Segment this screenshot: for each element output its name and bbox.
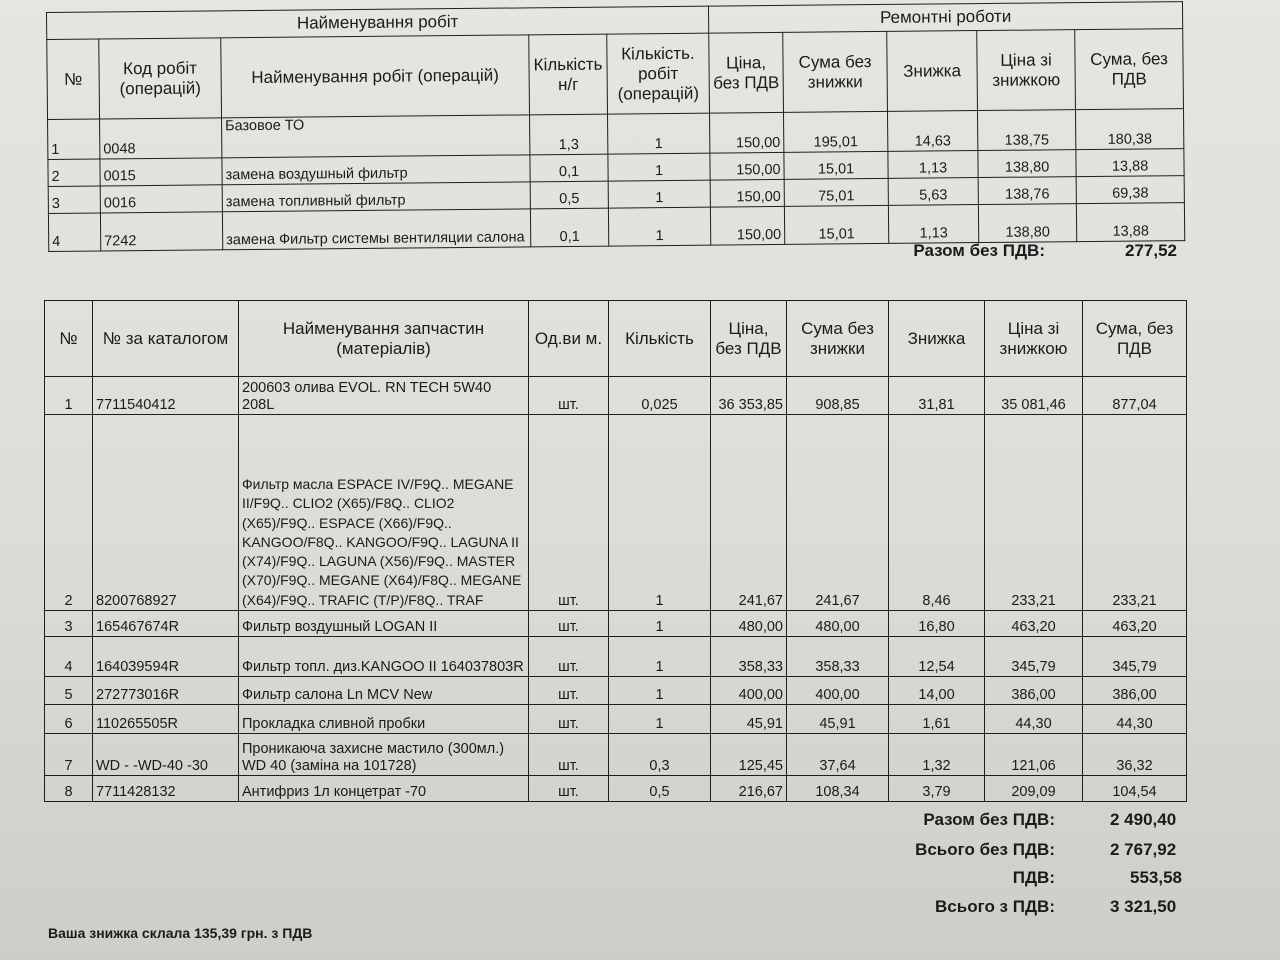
cell: Проникаюча захисне мастило (300мл.) WD 40 (заміна на 101728) <box>239 734 529 776</box>
cell: 165467674R <box>93 611 239 637</box>
cell: 150,00 <box>710 206 784 245</box>
cell: 0,1 <box>530 208 608 247</box>
cell: 209,09 <box>985 776 1083 802</box>
cell: шт. <box>529 415 609 611</box>
cell: 386,00 <box>985 677 1083 705</box>
works-total-label: Разом без ПДВ: <box>913 241 1045 260</box>
cell: Прокладка сливной пробки <box>239 705 529 734</box>
cell: 37,64 <box>787 734 889 776</box>
cell: 1,3 <box>530 114 608 155</box>
cell: шт. <box>529 377 609 415</box>
cell: 241,67 <box>787 415 889 611</box>
grand-total-with-vat-value: 3 321,50 <box>1110 897 1177 916</box>
works-col-price: Ціна, без ПДВ <box>709 32 784 113</box>
cell: 400,00 <box>787 677 889 705</box>
works-header-row <box>47 29 1184 120</box>
cell: замена топливный фильтр <box>222 182 530 212</box>
vat-label: ПДВ: <box>1012 868 1055 887</box>
cell: 272773016R <box>93 677 239 705</box>
cell: 150,00 <box>710 179 784 207</box>
cell: 150,00 <box>710 152 784 180</box>
cell: 16,80 <box>889 611 985 637</box>
works-col-total: Сума, без ПДВ <box>1075 29 1184 110</box>
cell: 4 <box>48 213 100 251</box>
parts-col-qty: Кількість <box>609 301 711 377</box>
cell: 138,75 <box>978 110 1076 151</box>
parts-col-unit: Од.ви м. <box>529 301 609 377</box>
cell: 7 <box>45 734 93 776</box>
cell: 13,88 <box>1076 203 1184 242</box>
cell: 1 <box>45 377 93 415</box>
cell: 463,20 <box>985 611 1083 637</box>
cell: шт. <box>529 677 609 705</box>
cell: 1 <box>608 153 710 181</box>
cell: 164039594R <box>93 637 239 677</box>
cell: Фильтр масла ESPACE IV/F9Q.. MEGANE II/F9Q.. CLIO2 (X65)/F8Q.. CLIO2 (X65)/F9Q.. ESPACE (X66)/F9Q.. KANGOO/F8Q.. KANGOO/F9Q.. LAGUNA II (X74)/F9Q.. LAGUNA (X56)/F9Q.. MASTER (X70)/F9Q.. MEGANE (X64)/F8Q.. MEGANE (X64)/F9Q.. TRAFIC (T/P)/F8Q.. TRAF <box>239 415 529 611</box>
parts-header-row <box>45 301 1187 377</box>
parts-col-discount: Знижка <box>889 301 985 377</box>
works-col-discount: Знижка <box>887 31 978 112</box>
works-col-code: Код робіт (операцій) <box>99 38 222 119</box>
cell: 3,79 <box>889 776 985 802</box>
cell: 1,32 <box>889 734 985 776</box>
cell: 14,00 <box>889 677 985 705</box>
cell: 0,5 <box>530 181 608 209</box>
cell: 400,00 <box>711 677 787 705</box>
cell: 14,63 <box>888 111 978 152</box>
cell: 1 <box>609 705 711 734</box>
cell: 12,54 <box>889 637 985 677</box>
cell: 463,20 <box>1083 611 1187 637</box>
cell: 877,04 <box>1083 377 1187 415</box>
table-row <box>45 611 1187 637</box>
parts-col-discounted-price: Ціна зі знижкою <box>985 301 1083 377</box>
works-col-name: Найменування робіт (операцій) <box>221 35 530 118</box>
grand-total-with-vat-label: Всього з ПДВ: <box>935 897 1055 916</box>
table-row <box>45 415 1187 611</box>
cell: 3 <box>45 611 93 637</box>
works-total-value: 277,52 <box>1125 241 1177 260</box>
parts-subtotal-value: 2 490,40 <box>1110 810 1177 829</box>
table-row <box>45 377 1187 415</box>
cell: 121,06 <box>985 734 1083 776</box>
cell: 0,1 <box>530 154 608 182</box>
works-table <box>46 1 1185 252</box>
vat-value: 553,58 <box>1130 868 1182 887</box>
cell: замена воздушный фильтр <box>222 155 530 185</box>
cell: 104,54 <box>1083 776 1187 802</box>
grand-total-no-vat-value: 2 767,92 <box>1110 840 1177 859</box>
cell: 31,81 <box>889 377 985 415</box>
cell: 7242 <box>100 212 222 251</box>
cell: 44,30 <box>985 705 1083 734</box>
cell: 13,88 <box>1076 149 1184 177</box>
cell: шт. <box>529 776 609 802</box>
cell: 6 <box>45 705 93 734</box>
cell: 138,80 <box>978 204 1076 243</box>
cell: 1 <box>609 415 711 611</box>
table-row <box>45 705 1187 734</box>
parts-col-name: Найменування запчастин (матеріалів) <box>239 301 529 377</box>
table-row <box>45 734 1187 776</box>
cell: 44,30 <box>1083 705 1187 734</box>
cell: 345,79 <box>985 637 1083 677</box>
cell: Фильтр воздушный LOGAN II <box>239 611 529 637</box>
cell: 1 <box>609 637 711 677</box>
cell: 1 <box>608 207 710 246</box>
cell: 138,80 <box>978 150 1076 178</box>
works-col-qty: Кількість. робіт (операцій) <box>607 33 710 114</box>
parts-subtotal-label: Разом без ПДВ: <box>923 810 1055 829</box>
cell: 4 <box>45 637 93 677</box>
cell: Фильтр салона Ln MCV New <box>239 677 529 705</box>
cell: 15,01 <box>784 205 888 244</box>
cell: шт. <box>529 611 609 637</box>
grand-total-no-vat-label: Всього без ПДВ: <box>915 840 1055 859</box>
cell: шт. <box>529 734 609 776</box>
works-col-sum: Сума без знижки <box>783 31 888 112</box>
parts-col-num: № <box>45 301 93 377</box>
cell: 386,00 <box>1083 677 1187 705</box>
cell: 345,79 <box>1083 637 1187 677</box>
cell: 2 <box>48 159 100 186</box>
discount-note: Ваша знижка склала 135,39 грн. з ПДВ <box>48 925 313 941</box>
works-col-hours: Кількість н/г <box>529 34 608 115</box>
cell: 8 <box>45 776 93 802</box>
cell: 358,33 <box>787 637 889 677</box>
cell: 36,32 <box>1083 734 1187 776</box>
cell: шт. <box>529 705 609 734</box>
cell: WD - -WD-40 -30 <box>93 734 239 776</box>
cell: 15,01 <box>784 151 888 179</box>
cell: 241,67 <box>711 415 787 611</box>
cell: 8,46 <box>889 415 985 611</box>
cell: 1,13 <box>888 151 978 179</box>
table-row <box>45 776 1187 802</box>
cell: 110265505R <box>93 705 239 734</box>
cell: Антифриз 1л концетрат -70 <box>239 776 529 802</box>
cell: 108,34 <box>787 776 889 802</box>
cell: 1 <box>609 677 711 705</box>
parts-col-total: Сума, без ПДВ <box>1083 301 1187 377</box>
cell: шт. <box>529 637 609 677</box>
cell: 908,85 <box>787 377 889 415</box>
parts-col-catalog: № за каталогом <box>93 301 239 377</box>
cell: 480,00 <box>787 611 889 637</box>
cell: замена Фильтр системы вентиляции салона <box>222 209 530 250</box>
cell: 7711428132 <box>93 776 239 802</box>
cell: 1 <box>608 180 710 208</box>
cell: 1 <box>48 119 100 159</box>
cell: 0,5 <box>609 776 711 802</box>
parts-col-price: Ціна, без ПДВ <box>711 301 787 377</box>
works-group-left-header: Найменування робіт <box>47 6 709 39</box>
cell: 358,33 <box>711 637 787 677</box>
cell: 0,025 <box>609 377 711 415</box>
cell: 75,01 <box>784 178 888 206</box>
table-row <box>45 637 1187 677</box>
cell: Базовое ТО <box>222 115 530 158</box>
cell: 45,91 <box>711 705 787 734</box>
cell: 180,38 <box>1076 109 1184 150</box>
cell: 8200768927 <box>93 415 239 611</box>
cell: 1 <box>609 611 711 637</box>
cell: 35 081,46 <box>985 377 1083 415</box>
cell: 233,21 <box>985 415 1083 611</box>
cell: 0016 <box>100 185 222 213</box>
cell: 5 <box>45 677 93 705</box>
works-group-right-header: Ремонтні роботи <box>709 2 1183 34</box>
cell: 0048 <box>100 118 222 159</box>
cell: 0015 <box>100 158 222 186</box>
cell: 138,76 <box>978 177 1076 205</box>
works-col-discounted-price: Ціна зі знижкою <box>977 30 1076 111</box>
cell: 150,00 <box>710 112 784 153</box>
cell: 3 <box>48 186 100 213</box>
cell: 2 <box>45 415 93 611</box>
table-row <box>45 677 1187 705</box>
cell: 195,01 <box>784 111 888 152</box>
cell: 69,38 <box>1076 176 1184 204</box>
cell: 1 <box>608 113 710 154</box>
cell: 7711540412 <box>93 377 239 415</box>
cell: 233,21 <box>1083 415 1187 611</box>
cell: 45,91 <box>787 705 889 734</box>
cell: 5,63 <box>888 178 978 206</box>
cell: 1,61 <box>889 705 985 734</box>
cell: 480,00 <box>711 611 787 637</box>
cell: 200603 олива EVOL. RN TECH 5W40 208L <box>239 377 529 415</box>
cell: 36 353,85 <box>711 377 787 415</box>
cell: 216,67 <box>711 776 787 802</box>
parts-table <box>44 300 1187 802</box>
cell: 125,45 <box>711 734 787 776</box>
cell: Фильтр топл. диз.KANGOO II 164037803R <box>239 637 529 677</box>
cell: 1,13 <box>888 205 978 244</box>
parts-col-sum: Сума без знижки <box>787 301 889 377</box>
works-col-num: № <box>47 39 100 119</box>
cell: 0,3 <box>609 734 711 776</box>
